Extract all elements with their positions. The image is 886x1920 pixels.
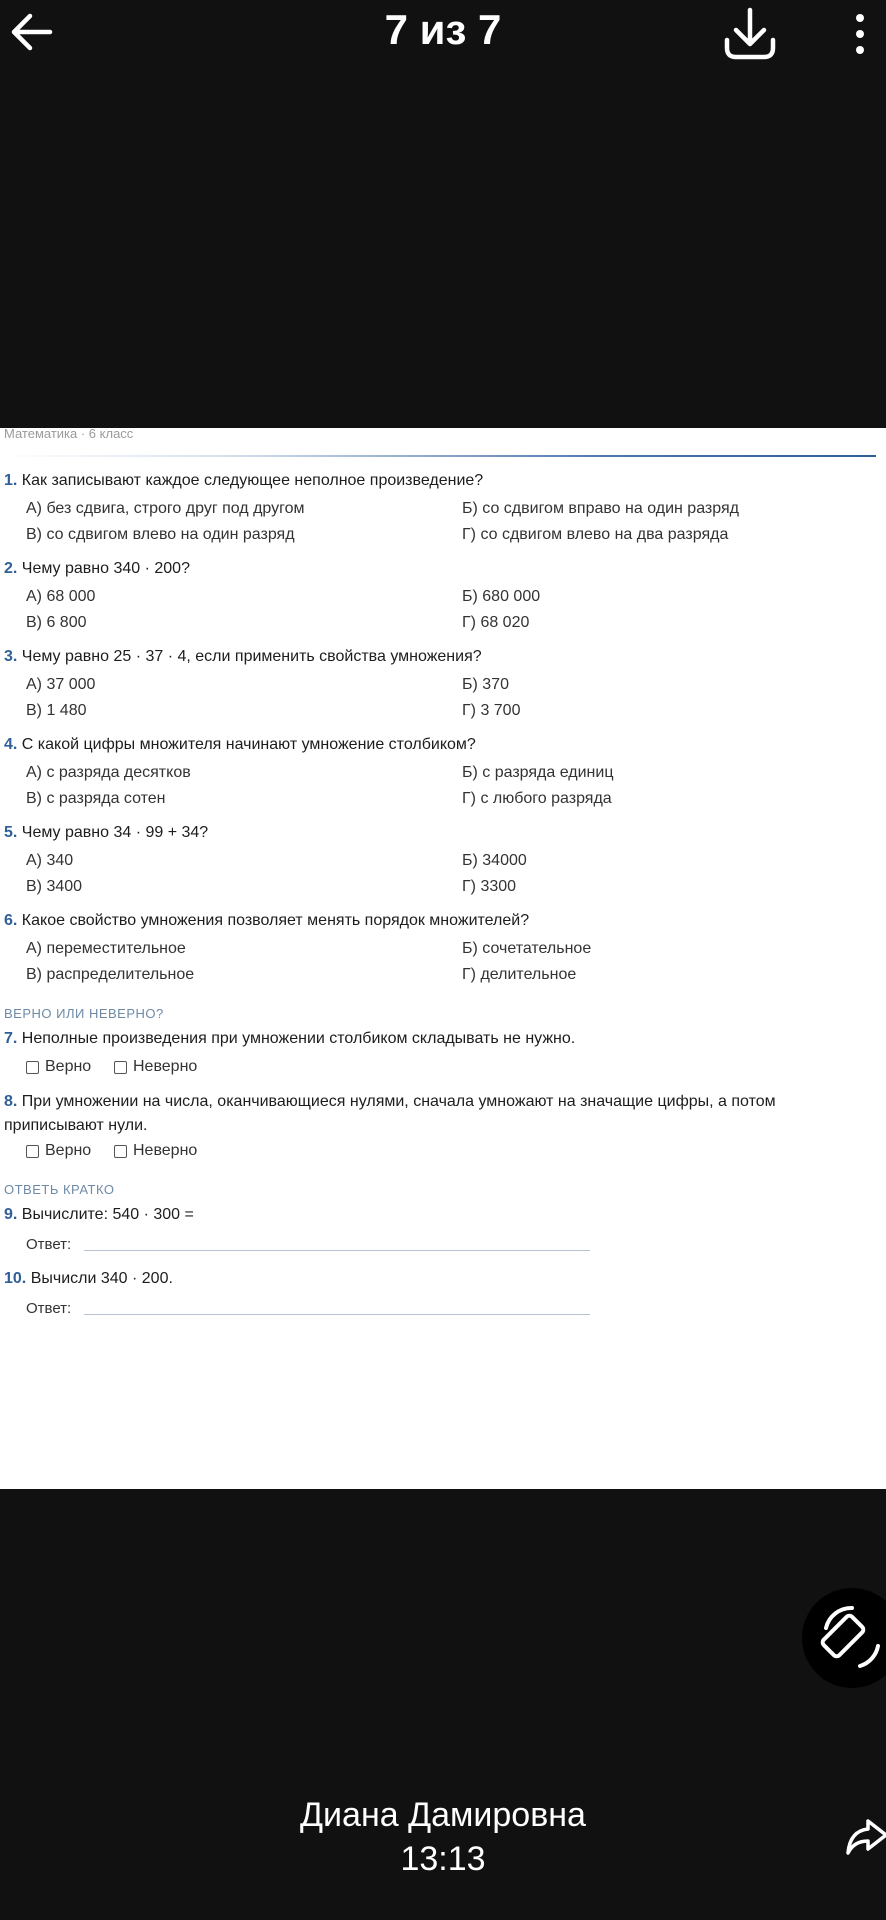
option-3a: А) 37 000	[26, 676, 96, 693]
option-5d: Г) 3300	[462, 878, 517, 895]
option-2c: В) 6 800	[26, 614, 87, 631]
option-5c: В) 3400	[26, 878, 83, 895]
section-short-answer: ОТВЕТЬ КРАТКО	[4, 1182, 115, 1197]
question-4: 4. С какой цифры множителя начинают умножение столбиком?	[4, 736, 476, 753]
checkbox-icon	[26, 1145, 39, 1158]
viewer-top-bar	[0, 0, 886, 70]
checkbox-icon	[114, 1061, 127, 1074]
checkbox-icon	[114, 1145, 127, 1158]
download-icon	[722, 6, 778, 62]
option-2b: Б) 680 000	[462, 588, 541, 605]
option-1a: А) без сдвига, строго друг под другом	[26, 500, 305, 517]
option-6c: В) распределительное	[26, 966, 195, 983]
subject-header: Математика · 6 класс	[4, 428, 134, 441]
option-6d: Г) делительное	[462, 966, 577, 983]
screen-rotate-icon	[802, 1588, 886, 1688]
option-6a: А) переместительное	[26, 940, 186, 957]
q8-false-checkbox[interactable]: Неверно	[114, 1142, 197, 1160]
option-3c: В) 1 480	[26, 702, 87, 719]
answer-line-9[interactable]	[84, 1250, 590, 1251]
q8-true-checkbox[interactable]: Верно	[26, 1142, 91, 1160]
option-4a: А) с разряда десятков	[26, 764, 191, 781]
answer-label-10: Ответ:	[26, 1300, 72, 1317]
rotate-screen-button[interactable]	[802, 1588, 886, 1688]
question-3: 3. Чему равно 25 · 37 · 4, если применить свойства умножения?	[4, 648, 482, 665]
option-3d: Г) 3 700	[462, 702, 521, 719]
question-7: 7. Неполные произведения при умножении столбиком складывать не нужно.	[4, 1030, 576, 1047]
share-icon	[846, 1815, 886, 1859]
option-5a: А) 340	[26, 852, 74, 869]
sender-name: Диана Дамировна	[300, 1796, 586, 1834]
option-4d: Г) с любого разряда	[462, 790, 612, 807]
answer-line-10[interactable]	[84, 1314, 590, 1315]
question-9: 9. Вычислите: 540 · 300 =	[4, 1206, 194, 1223]
question-2: 2. Чему равно 340 · 200?	[4, 560, 190, 577]
option-3b: Б) 370	[462, 676, 509, 693]
worksheet-page	[0, 428, 886, 1489]
question-1: 1. Как записывают каждое следующее неполное произведение?	[4, 472, 484, 489]
question-8: 8. При умножении на числа, оканчивающиеся нулями, сначала умножают на значащие цифры, а потом приписывают нули.	[4, 1093, 776, 1134]
option-4c: В) с разряда сотен	[26, 790, 166, 807]
question-5: 5. Чему равно 34 · 99 + 34?	[4, 824, 209, 841]
question-6: 6. Какое свойство умножения позволяет менять порядок множителей?	[4, 912, 530, 929]
section-true-false: ВЕРНО ИЛИ НЕВЕРНО?	[4, 1006, 164, 1021]
option-2a: А) 68 000	[26, 588, 96, 605]
option-5b: Б) 34000	[462, 852, 527, 869]
share-button[interactable]	[846, 1815, 886, 1859]
checkbox-icon	[26, 1061, 39, 1074]
q7-true-checkbox[interactable]: Верно	[26, 1058, 91, 1076]
option-4b: Б) с разряда единиц	[462, 764, 614, 781]
option-1b: Б) со сдвигом вправо на один разряд	[462, 500, 739, 517]
option-1c: В) со сдвигом влево на один разряд	[26, 526, 295, 543]
message-time: 13:13	[400, 1840, 486, 1878]
header-divider	[0, 455, 876, 457]
more-vertical-icon	[848, 10, 872, 58]
download-button[interactable]	[722, 6, 778, 62]
option-6b: Б) сочетательное	[462, 940, 592, 957]
option-2d: Г) 68 020	[462, 614, 530, 631]
question-10: 10. Вычисли 340 · 200.	[4, 1270, 173, 1287]
answer-label-9: Ответ:	[26, 1236, 72, 1253]
more-options-button[interactable]	[848, 10, 872, 58]
image-counter: 7 из 7	[384, 6, 502, 53]
q7-false-checkbox[interactable]: Неверно	[114, 1058, 197, 1076]
option-1d: Г) со сдвигом влево на два разряда	[462, 526, 729, 543]
